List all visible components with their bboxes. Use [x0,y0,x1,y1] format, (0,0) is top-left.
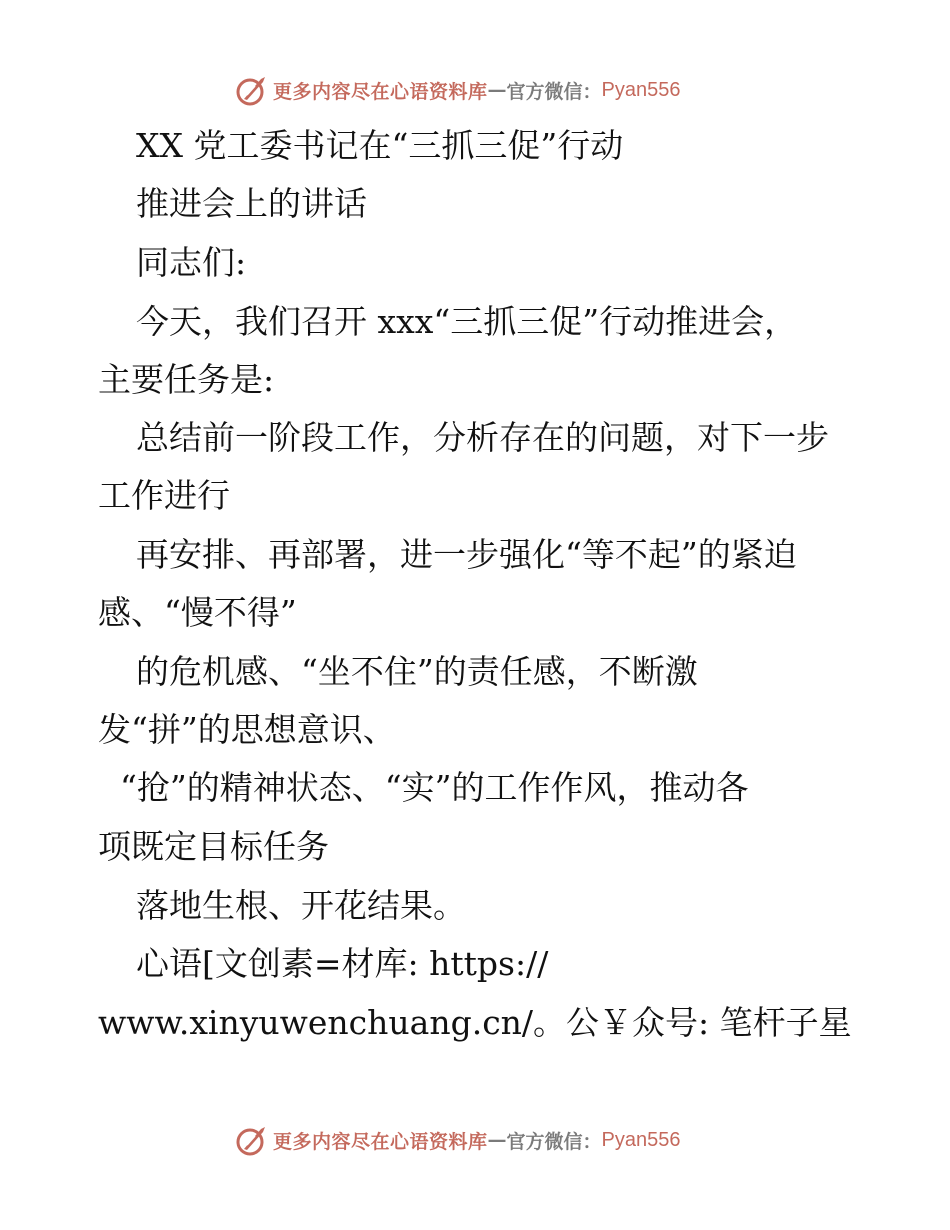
doc-paragraph-line: “抢”的精神状态、“实”的工作作风，推动各 [120,768,749,807]
banner-site-text: 更多内容尽在心语资料库 [273,1130,488,1153]
doc-paragraph-line: 今天，我们召开 xxx“三抓三促”行动推进会， [136,302,798,341]
banner-wechat-id: Pyan556 [601,1128,681,1151]
doc-paragraph-line: 工作进行 [98,476,230,515]
quill-pen-logo-icon [235,73,269,107]
header-banner [235,72,681,108]
banner-wechat-id: Pyan556 [601,78,681,101]
banner-site-text: 更多内容尽在心语资料库 [273,80,488,103]
doc-paragraph-line: 的危机感、“坐不住”的责任感，不断激 [136,652,698,691]
doc-salutation: 同志们: [136,243,247,282]
banner-dash: — [487,79,507,101]
doc-paragraph-line: 心语[文创素=材库: https:// [136,944,549,983]
banner-dash: — [487,1129,507,1151]
doc-title-line-2: 推进会上的讲话 [136,184,367,223]
doc-paragraph-line: 落地生根、开花结果。 [136,886,466,925]
banner-wechat-label: 官方微信： [506,1130,602,1153]
banner-wechat-label: 官方微信： [506,80,602,103]
doc-paragraph-line: 总结前一阶段工作，分析存在的问题，对下一步 [136,418,829,457]
doc-paragraph-line: 项既定目标任务 [98,827,329,866]
doc-paragraph-line: www.xinyuwenchuang.cn/。公￥众号: 笔杆子星 [98,1003,852,1042]
footer-banner [235,1122,681,1158]
doc-paragraph-line: 发“拼”的思想意识、 [98,710,396,749]
doc-title-line-1: XX 党工委书记在“三抓三促”行动 [136,126,624,165]
quill-pen-logo-icon [235,1123,269,1157]
doc-paragraph-line: 再安排、再部署，进一步强化“等不起”的紧迫 [136,535,797,574]
doc-paragraph-line: 主要任务是: [98,360,275,399]
doc-paragraph-line: 感、“慢不得” [98,593,297,632]
